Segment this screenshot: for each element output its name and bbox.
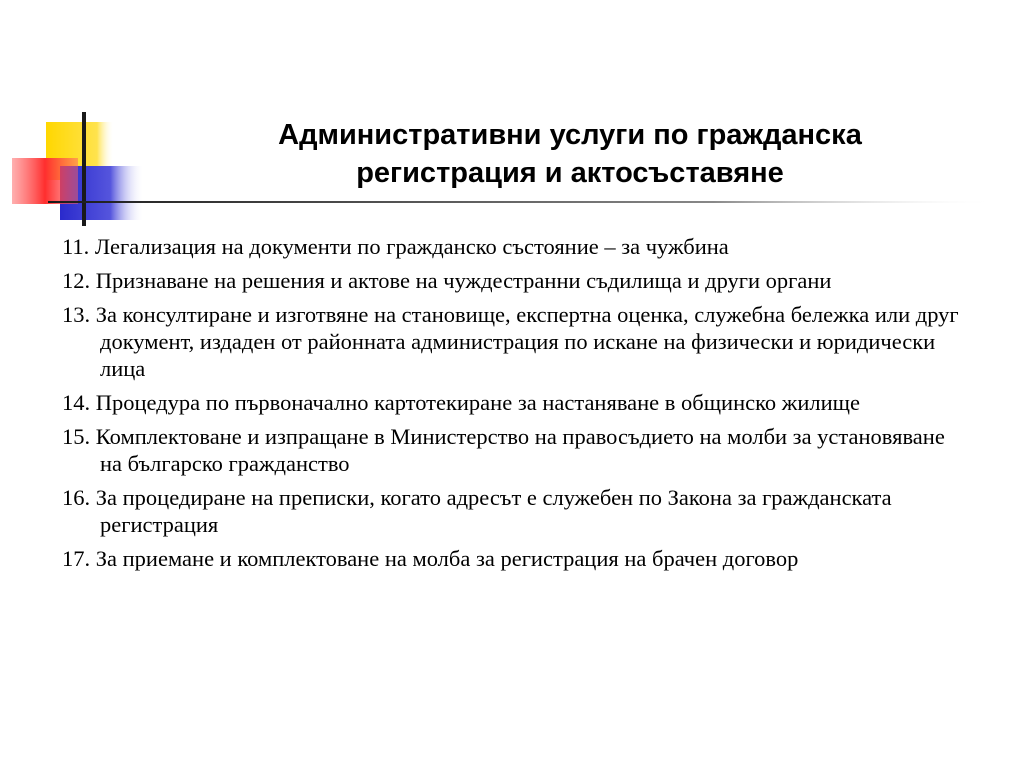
slide-title [180,116,960,192]
list-item: 11. Легализация на документи по гражданско състояние – за чужбина [62,234,729,259]
services-list [62,233,962,579]
blue-square [60,166,144,220]
list-item: 12. Признаване на решения и актове на чуждестранни съдилища и други органи [62,268,832,293]
yellow-square [46,122,114,180]
red-square [12,158,78,204]
list-item: 14. Процедура по първоначално картотекиране за настаняване в общинско жилище [62,390,860,415]
list-item: 15. Комплектоване и изпращане в Министерство на правосъдието на молби за установяване на българско гражданство [62,424,945,476]
list-item: 13. За консултиране и изготвяне на становище, експертна оценка, служебна бележка или друг документ, издаден от районната администрация по искане на физически и юридически лица [62,302,959,381]
slide-title-line2: регистрация и актосъставяне [356,157,784,189]
logo-horizontal-line [48,201,998,203]
slide-title-line1: Административни услуги по гражданска [278,119,862,151]
logo-vertical-line [82,112,86,226]
list-item: 17. За приемане и комплектоване на молба за регистрация на брачен договор [62,546,799,571]
list-item: 16. За процедиране на преписки, когато адресът е служебен по Закона за гражданската регистрация [62,485,892,537]
